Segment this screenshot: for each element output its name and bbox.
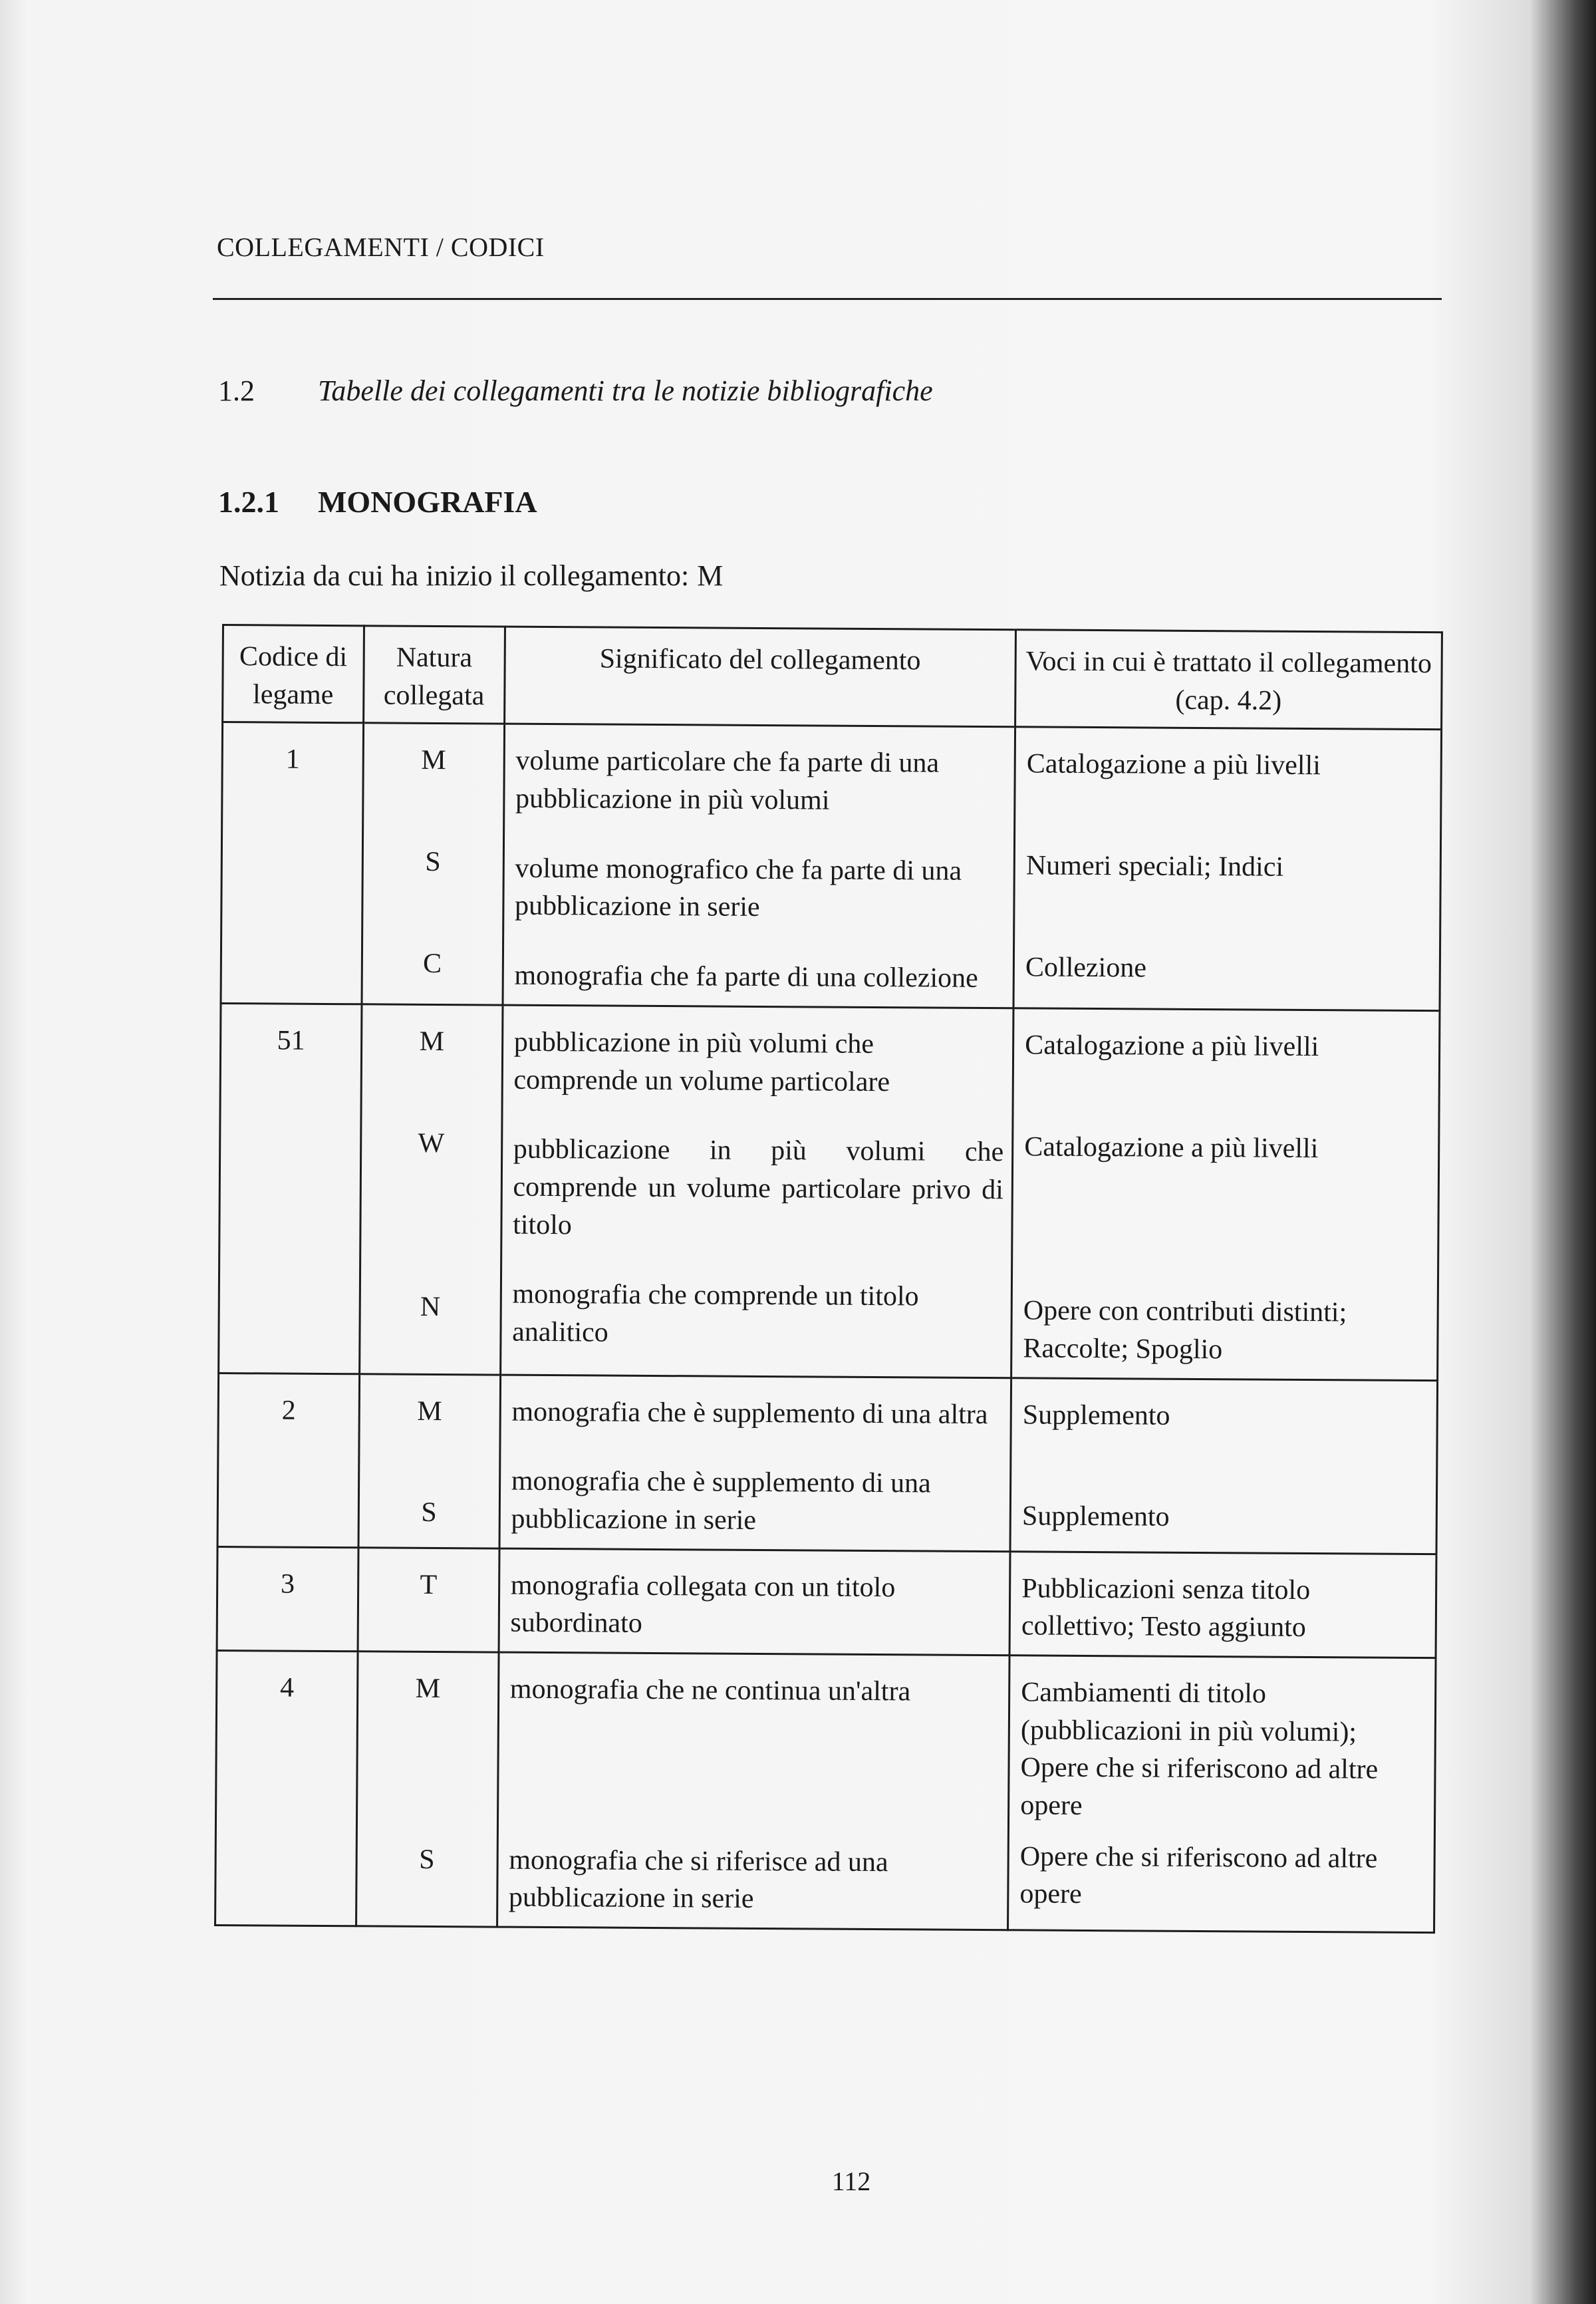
- code-value: 51: [277, 1025, 305, 1056]
- header-nature: Natura collegata: [363, 626, 505, 724]
- nature-cell: [359, 1004, 502, 1375]
- meaning-text: monografia collegata con un titolo subordinato: [510, 1570, 896, 1640]
- intro-value: M: [697, 559, 724, 592]
- nature-value: C: [422, 948, 442, 979]
- meaning-text: monografia che è supplemento di una pubblicazione in serie: [511, 1465, 931, 1536]
- header-entries: Voci in cui è trattato il collegamento (cap. 4.2): [1015, 630, 1442, 730]
- entries-cell: [1011, 1008, 1440, 1381]
- nature-value: S: [419, 1844, 435, 1875]
- nature-value: T: [420, 1569, 438, 1600]
- meaning-text: monografia che ne continua un'altra: [509, 1673, 911, 1707]
- section-title: Tabelle dei collegamenti tra le notizie bibliografiche: [318, 374, 933, 407]
- entries-text: Supplemento: [1022, 1399, 1170, 1431]
- code-cell: [217, 1373, 359, 1547]
- nature-value: M: [417, 1395, 442, 1427]
- section-number: 1.2: [218, 374, 255, 407]
- meaning-cell: [497, 1652, 1009, 1930]
- code-value: 3: [280, 1568, 295, 1600]
- meaning-cell: [499, 1548, 1010, 1656]
- entries-text: Opere che si riferiscono ad altre opere: [1019, 1841, 1378, 1910]
- entries-text: Collezione: [1025, 952, 1147, 984]
- meaning-text: monografia che comprende un titolo analitico: [512, 1278, 919, 1348]
- entries-text: Pubblicazioni senza titolo collettivo; Testo aggiunto: [1021, 1572, 1311, 1644]
- code-cell: [217, 1546, 358, 1652]
- entries-text: Supplemento: [1021, 1501, 1170, 1532]
- code-value: 4: [279, 1672, 295, 1703]
- entries-cell: [1013, 727, 1441, 1010]
- nature-value: W: [418, 1127, 445, 1159]
- meaning-text: monografia che è supplemento di una altra: [511, 1396, 988, 1430]
- nature-value: S: [425, 846, 441, 878]
- subsection-title: MONOGRAFIA: [318, 485, 537, 519]
- table-header-row: [223, 625, 1442, 730]
- entries-cell: [1008, 1656, 1436, 1933]
- nature-value: M: [419, 1026, 445, 1057]
- table-row: [215, 1650, 1436, 1932]
- entries-text: Numeri speciali; Indici: [1025, 850, 1284, 883]
- meaning-text: pubblicazione in più volumi che comprende un volume particolare privo di titolo: [513, 1133, 1004, 1240]
- table-row: [217, 1546, 1436, 1658]
- code-value: 1: [285, 744, 300, 776]
- intro-label: Notizia da cui ha inizio il collegamento:: [219, 559, 690, 592]
- code-cell: [219, 1003, 362, 1373]
- subsection-number: 1.2.1: [218, 485, 279, 519]
- page-number: 112: [831, 2166, 871, 2196]
- meaning-text: pubblicazione in più volumi che comprende un volume particolare: [513, 1026, 890, 1097]
- entries-text: Opere con contributi distinti; Raccolte; Spoglio: [1023, 1295, 1347, 1366]
- running-head: COLLEGAMENTI / CODICI: [217, 232, 545, 262]
- header-code: Codice di legame: [223, 625, 364, 724]
- nature-value: M: [415, 1673, 441, 1705]
- meaning-text: monografia che fa parte di una collezione: [514, 960, 978, 994]
- meaning-cell: [503, 724, 1015, 1008]
- intro-line: [219, 559, 723, 593]
- code-cell: [221, 722, 363, 1004]
- meaning-text: volume monografico che fa parte di una pubblicazione in serie: [514, 853, 962, 923]
- entries-cell: [1009, 1551, 1436, 1657]
- code-cell: [215, 1650, 358, 1926]
- meaning-cell: [500, 1005, 1013, 1377]
- entries-text: Cambiamenti di titolo (pubblicazioni in più volumi); Opere che si riferiscono ad altre opere: [1020, 1677, 1379, 1821]
- nature-cell: [358, 1547, 499, 1652]
- table-row: [219, 1003, 1440, 1380]
- entries-text: Catalogazione a più livelli: [1024, 1131, 1319, 1164]
- nature-value: N: [420, 1292, 441, 1323]
- links-table: [214, 624, 1443, 1934]
- entries-cell: [1010, 1377, 1437, 1554]
- subsection-heading: [218, 484, 537, 519]
- nature-cell: [358, 1373, 500, 1548]
- meaning-cell: [499, 1375, 1011, 1552]
- meaning-text: monografia che si riferisce ad una pubblicazione in serie: [508, 1844, 888, 1915]
- entries-text: Catalogazione a più livelli: [1025, 1030, 1319, 1062]
- code-value: 2: [281, 1395, 296, 1426]
- section-heading: [218, 374, 933, 408]
- header-rule: [213, 298, 1442, 300]
- nature-value: S: [421, 1497, 437, 1528]
- meaning-text: volume particolare che fa parte di una pubblicazione in più volumi: [515, 746, 940, 816]
- table-row: [221, 722, 1442, 1011]
- nature-cell: [356, 1652, 498, 1927]
- entries-text: Catalogazione a più livelli: [1026, 748, 1321, 782]
- table-row: [217, 1373, 1438, 1554]
- nature-cell: [362, 723, 504, 1005]
- nature-value: M: [421, 745, 446, 776]
- header-meaning: Significato del collegamento: [504, 627, 1015, 727]
